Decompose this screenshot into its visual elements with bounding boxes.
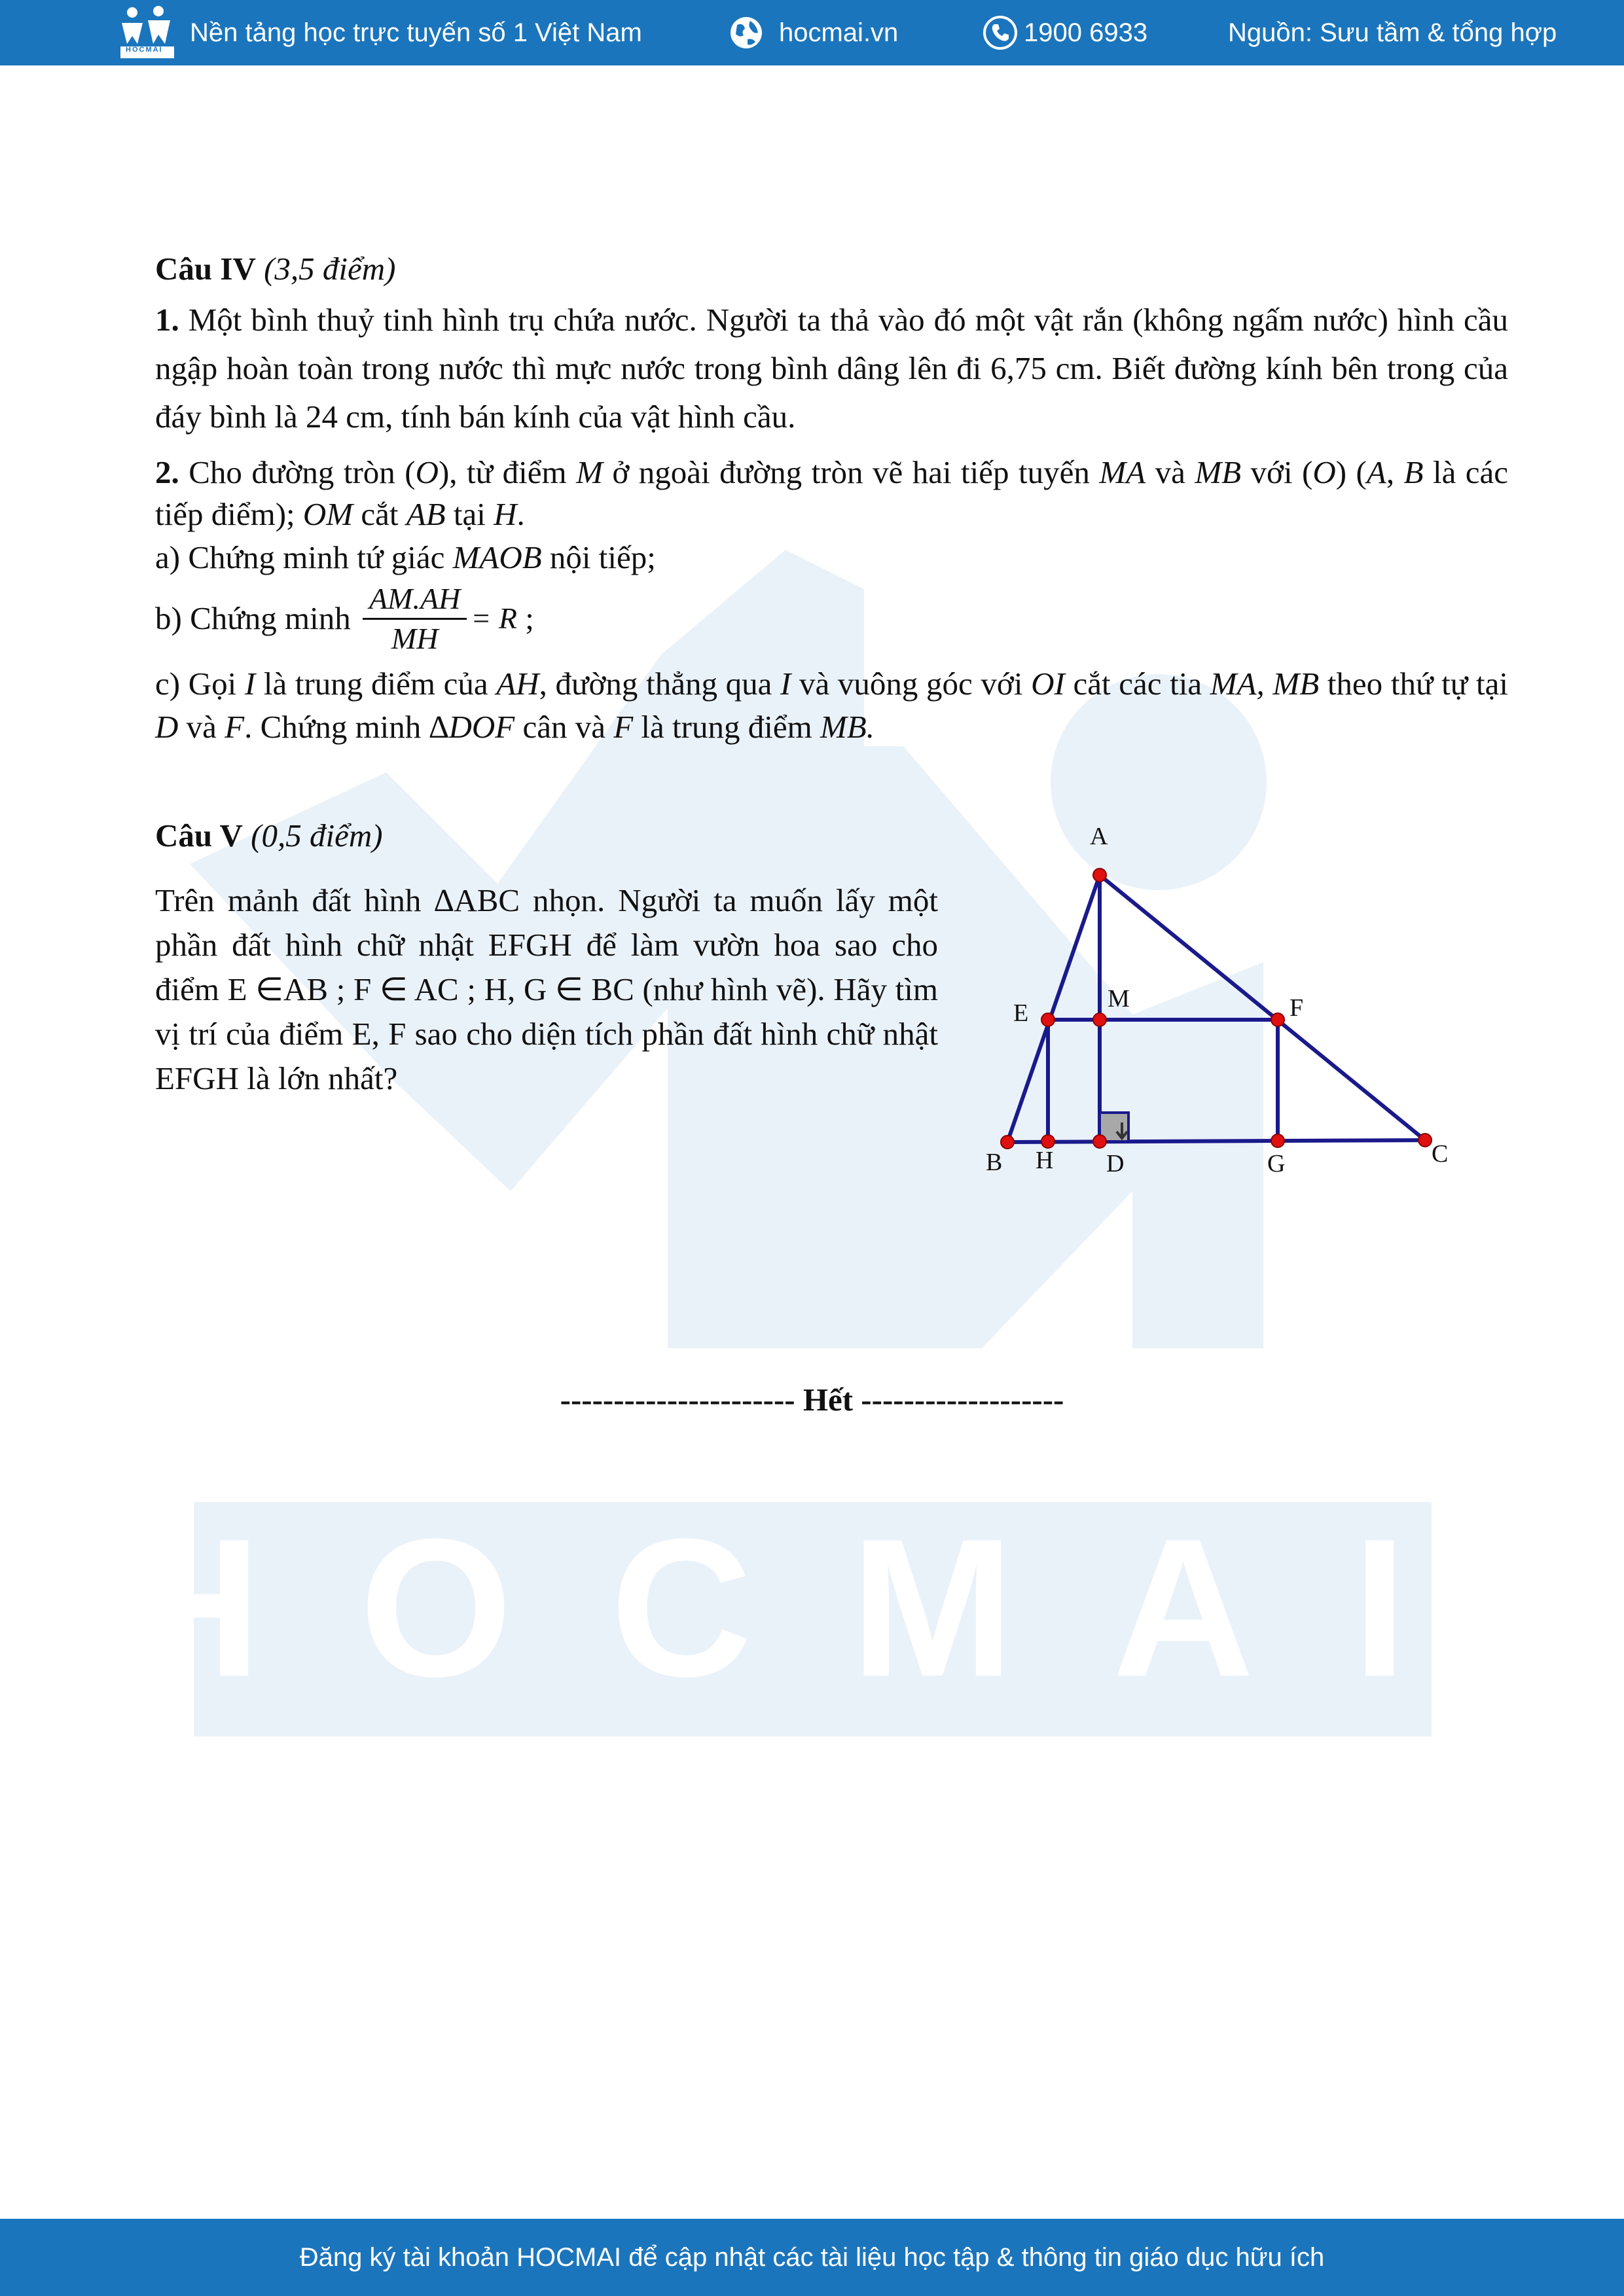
point-m [1093, 1013, 1106, 1026]
label-f: F [1290, 994, 1304, 1022]
section4-question-2 [155, 452, 1508, 535]
q2-text: ở ngoài đường tròn vẽ hai tiếp tuyến [602, 454, 1100, 490]
section5-heading [155, 812, 383, 860]
q2-text: là các tiếp điểm); [155, 454, 1509, 532]
qc-var: I [244, 666, 256, 702]
qc-text: theo thứ tự tại [1319, 666, 1508, 702]
label-b: B [986, 1149, 1003, 1176]
qc-text: cân và [514, 709, 614, 745]
qc-text: cắt các tia [1064, 666, 1210, 702]
qc-var: I [780, 666, 791, 702]
qc-var: ∆DOF [429, 709, 515, 745]
qc-text: c) Gọi [155, 666, 245, 702]
q2-text: ), từ điểm [438, 454, 577, 490]
point-h [1041, 1135, 1055, 1148]
qb-text: ; [516, 600, 534, 636]
section4-points: (3,5 điểm) [264, 251, 396, 287]
qa-text: a) Chứng minh tứ giác [155, 539, 453, 575]
qb-text: b) Chứng minh [155, 600, 359, 636]
qc-text: và vuông góc với [791, 666, 1032, 702]
label-m: M [1108, 985, 1130, 1013]
qc-text: là trung điểm của [255, 666, 497, 702]
section4-label: Câu IV [155, 251, 256, 287]
q2-var: H [494, 496, 517, 532]
qb-rhs: = R [471, 601, 517, 635]
q2-var: O [415, 454, 439, 490]
section4-heading [155, 245, 395, 293]
q2-text: . [516, 496, 525, 532]
point-c [1418, 1134, 1432, 1147]
q2-text: , [1386, 454, 1404, 490]
point-a [1093, 869, 1106, 882]
q2-text: cắt [353, 496, 406, 532]
section4-question-1 [155, 296, 1508, 441]
qb-denominator: MH [391, 621, 439, 655]
point-g [1271, 1134, 1284, 1147]
q2-var: MA [1099, 454, 1146, 490]
label-a: A [1090, 823, 1108, 850]
logo-text: HOCMAI [126, 46, 163, 54]
qc-var: F [613, 709, 634, 745]
section5-text: Trên mảnh đất hình ∆ABC nhọn. Người ta muốn lấy một phần đất hình chữ nhật EFGH để làm vườn hoa sao cho điểm E ∈AB ; F ∈ AC ; H, G ∈ BC (như hình vẽ). Hãy tìm vị trí của điểm E, F sao cho diện tích phần đất hình chữ nhật EFGH là lớn nhất? [155, 882, 938, 1096]
q2-var: AB [406, 496, 446, 532]
section4-part-a [155, 533, 1508, 582]
qc-text: . Chứng minh [244, 709, 429, 745]
qa-var: MAOB [452, 539, 542, 575]
section5-label: Câu V [155, 817, 243, 853]
qc-var: D [155, 709, 179, 745]
point-d [1093, 1135, 1106, 1148]
phone-text: 1900 6933 [1024, 18, 1148, 47]
side-bc [1007, 1140, 1425, 1142]
source-text: Nguồn: Sưu tầm & tổng hợp [1228, 18, 1557, 47]
qc-text: là trung điểm [633, 709, 820, 745]
label-d: D [1106, 1150, 1125, 1177]
q2-text: Cho đường tròn ( [179, 454, 416, 490]
label-c: C [1432, 1140, 1449, 1168]
point-f [1271, 1013, 1284, 1026]
q2-var: O [1312, 454, 1336, 490]
qc-var: F [225, 709, 245, 745]
q2-text: tại [445, 496, 494, 532]
q2-text: ) ( [1335, 454, 1367, 490]
point-e [1041, 1013, 1055, 1026]
q2-text: với ( [1241, 454, 1313, 490]
website-text: hocmai.vn [779, 18, 899, 47]
qc-var: MB. [820, 709, 875, 745]
label-e: E [1013, 999, 1029, 1027]
label-g: G [1267, 1150, 1286, 1177]
triangle-figure [969, 815, 1466, 1194]
qa-text: nội tiếp; [541, 539, 656, 575]
qc-var: OI [1031, 666, 1065, 702]
q2-number: 2. [155, 454, 179, 490]
header-tagline: Nền tảng học trực tuyến số 1 Việt Nam [190, 18, 642, 47]
footer-text[interactable]: Đăng ký tài khoản HOCMAI để cập nhật các tài liệu học tập & thông tin giáo dục hữu ích [299, 2242, 1325, 2272]
end-marker: ---------------------- Hết ------------------- [560, 1382, 1064, 1418]
section5-points: (0,5 điểm) [251, 817, 383, 853]
qb-numerator: AM.AH [363, 580, 467, 620]
q2-var: OM [302, 496, 353, 532]
qc-var: MA, MB [1210, 666, 1320, 702]
q2-var: M [576, 454, 603, 490]
qb-fraction [363, 580, 467, 658]
qc-text: và [178, 709, 225, 745]
point-b [1001, 1136, 1014, 1149]
side-ac [1100, 875, 1425, 1140]
q2-var: MB [1195, 454, 1242, 490]
section4-part-b [155, 576, 534, 661]
label-h: H [1036, 1147, 1054, 1174]
watermark-text: HOCMAI [119, 1498, 1506, 1717]
q2-var: A [1366, 454, 1386, 490]
section4-part-c [155, 662, 1508, 749]
q1-number: 1. [155, 302, 179, 338]
q1-text: Một bình thuỷ tinh hình trụ chứa nước. Người ta thả vào đó một vật rắn (không ngấm nước) hình cầu ngập hoàn toàn trong nước thì mực nước trong bình dâng lên đi 6,75 cm. Biết đường kính bên trong của đáy bình là 24 cm, tính bán kính của vật hình cầu. [155, 302, 1508, 435]
qc-text: , đường thẳng qua [539, 666, 780, 702]
q2-var: B [1403, 454, 1424, 490]
qc-var: AH [496, 666, 539, 702]
q2-text: và [1146, 454, 1195, 490]
